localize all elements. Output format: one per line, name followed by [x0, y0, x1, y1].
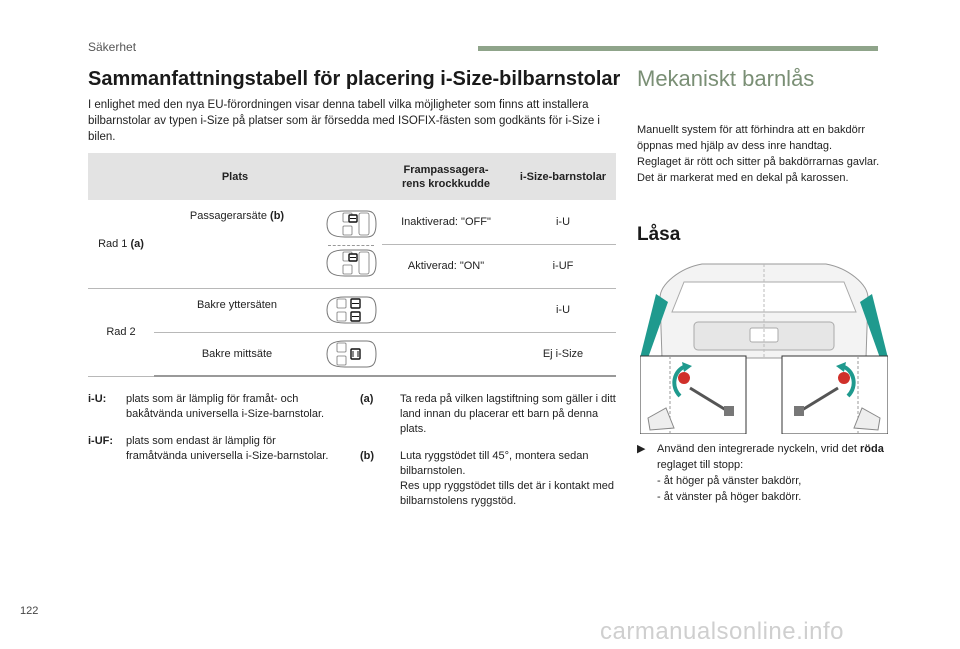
car-middle-cell [320, 332, 382, 376]
rad2-cell: Rad 2 [88, 288, 154, 376]
airbag-on-cell: Aktiverad: "ON" [382, 244, 510, 288]
th-plats: Plats [88, 153, 382, 200]
watermark: carmanualsonline.info [600, 618, 844, 645]
instruction-bold: röda [860, 443, 884, 455]
note-text-line2: Res upp ryggstödet tills det är i kontakt med bilbarnstolens ryggstöd. [400, 480, 614, 507]
outer-airbag-cell [382, 288, 510, 332]
car-front-cell [320, 200, 382, 288]
isize-off-cell: i-U [510, 200, 616, 244]
car-outer-cell [320, 288, 382, 332]
note-item [360, 392, 622, 437]
airbag-off-cell: Inaktiverad: "OFF" [382, 200, 510, 244]
rad1-ref: (a) [130, 237, 144, 250]
car-top-view-icon [323, 207, 379, 241]
th-frampass-line2: rens krockkudde [401, 177, 491, 190]
definition-text: plats som är lämplig för framåt- och bakåtvända universella i-Size-barnstolar. [126, 393, 325, 420]
passenger-label: Passagerarsäte [189, 210, 267, 222]
note-term: (a) [360, 393, 374, 405]
th-isize: i-Size-barnstolar [510, 153, 616, 200]
isize-outer-cell: i-U [510, 288, 616, 332]
rad1-cell [88, 200, 154, 288]
note-text: Ta reda på vilken lagstiftning som gäller i ditt land innan du placerar ett barn på denna plats. [400, 393, 616, 435]
instruction-item: - åt höger på vänster bakdörr, [657, 475, 802, 487]
mekaniskt-description [637, 122, 887, 186]
definition-text: plats som endast är lämplig för framåtvända universella i-Size-barnstolar. [126, 435, 329, 462]
car-top-view-icon [323, 293, 379, 327]
definition-term: i-UF: [88, 435, 114, 447]
definition-item [88, 392, 338, 422]
isize-middle-cell: Ej i-Size [510, 332, 616, 376]
middle-airbag-cell [382, 332, 510, 376]
isize-on-cell: i-UF [510, 244, 616, 288]
instruction-text [637, 441, 887, 473]
note-text [400, 449, 622, 509]
description-line1: Manuellt system för att förhindra att en bakdörr öppnas med hjälp av dess inre handtag. [637, 124, 866, 152]
definitions [88, 392, 338, 476]
definition-item [88, 434, 338, 464]
lasa-title: Låsa [637, 224, 681, 245]
outer-seat-cell: Bakre yttersäten [154, 288, 320, 332]
instruction-pre: Använd den integrerade nyckeln, vrid det [657, 443, 857, 455]
instruction-item: - åt vänster på höger bakdörr. [657, 491, 802, 503]
header-bar [478, 46, 878, 51]
rad1-label: Rad 1 [98, 237, 128, 250]
table-row [88, 200, 616, 244]
description-line3: Det är markerat med en dekal på karossen. [637, 172, 849, 184]
intro-text: I enlighet med den nya EU-förordningen visar denna tabell vilka möjligheter som finns att installera bilbarnstolar av typen i-Size på platser som är försedda med ISOFIX-fästen som godkänts för i-Size i bilen. [88, 99, 600, 143]
arrow-icon: ▶ [637, 443, 646, 455]
instruction-post: reglaget till stopp: [657, 459, 744, 471]
note-item [360, 449, 622, 509]
passenger-cell [154, 200, 320, 288]
lock-instruction [637, 441, 887, 505]
th-frampass-line1: Frampassagera- [403, 163, 489, 176]
passenger-ref: (b) [270, 210, 285, 222]
mekaniskt-title: Mekaniskt barnlås [637, 66, 815, 91]
table-row [88, 288, 616, 332]
car-top-view-icon [323, 337, 379, 371]
th-frampass [382, 153, 510, 200]
notes [360, 392, 622, 521]
header-label: Säkerhet [88, 40, 137, 54]
definition-term: i-U: [88, 393, 107, 405]
car-top-view-icon [323, 246, 379, 280]
description-line2: Reglaget är rött och sitter på bakdörrarnas gavlar. [637, 156, 880, 168]
page-number: 122 [20, 605, 39, 617]
door-lock-illustration [640, 258, 888, 434]
table-row [88, 332, 616, 376]
main-title: Sammanfattningstabell för placering i-Size-bilbarnstolar [88, 68, 621, 90]
note-text-line1: Luta ryggstödet till 45°, montera sedan bilbarnstolen. [400, 450, 589, 477]
note-term: (b) [360, 450, 375, 462]
middle-seat-cell: Bakre mittsäte [154, 332, 320, 376]
seat-table [88, 153, 616, 377]
